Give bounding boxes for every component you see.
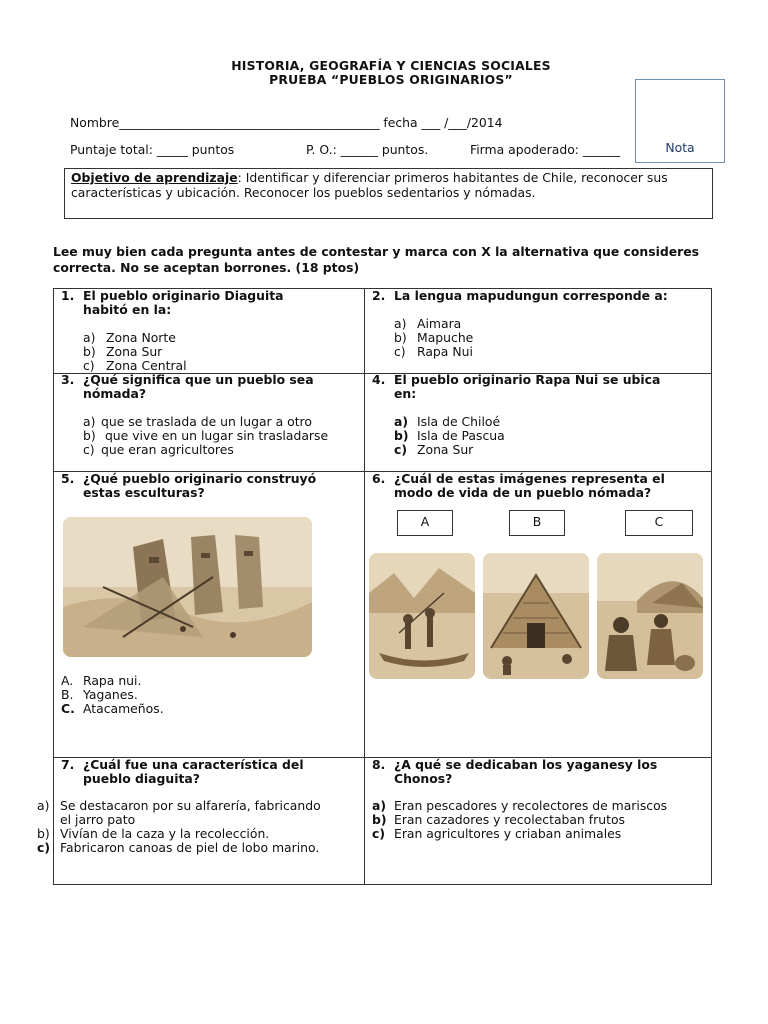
option-4c[interactable] (394, 443, 473, 457)
question-number: 6. (372, 471, 386, 486)
test-title: PRUEBA “PUEBLOS ORIGINARIOS” (269, 72, 513, 87)
question-number: 7. (61, 757, 75, 772)
question-text: La lengua mapudungun corresponde a: (394, 288, 668, 303)
option-text: Atacameños. (83, 701, 164, 716)
nomad-canoe-image[interactable] (369, 553, 475, 679)
option-text: Eran agricultores y criaban animales (394, 826, 622, 841)
option-5c[interactable] (61, 702, 164, 716)
option-3c[interactable] (83, 443, 234, 457)
option-letter: c) (37, 840, 51, 855)
option-8b[interactable] (372, 813, 625, 827)
option-text: Zona Sur (417, 442, 474, 457)
question-text: nómada? (83, 386, 147, 401)
question-number: 8. (372, 757, 386, 772)
question-text: pueblo diaguita? (83, 771, 200, 786)
answer-box-a[interactable]: A (397, 510, 453, 536)
option-text: Yaganes. (83, 687, 138, 702)
option-7b[interactable] (37, 827, 269, 841)
option-text: Rapa Nui (417, 344, 473, 359)
name-date-field[interactable]: Nombre__________________________________________ fecha ___ /___/2014 (70, 115, 503, 130)
question-text: ¿Cuál de estas imágenes representa el (394, 471, 665, 486)
question-text: ¿Cuál fue una característica del (83, 757, 304, 772)
grade-box[interactable] (635, 79, 725, 163)
option-letter: c) (394, 442, 408, 457)
option-2b[interactable] (394, 331, 473, 345)
option-8c[interactable] (372, 827, 621, 841)
question-number: 3. (61, 372, 75, 387)
question-text: El pueblo originario Rapa Nui se ubica (394, 372, 661, 387)
option-text: Aimara (417, 316, 462, 331)
option-text: Isla de Chiloé (417, 414, 501, 429)
option-letter: b) (83, 344, 96, 359)
option-letter: c) (83, 442, 95, 457)
objective-label: Objetivo de aprendizaje (71, 170, 238, 185)
option-text: que se traslada de un lugar a otro (101, 414, 312, 429)
option-text: Se destacaron por su alfarería, fabricando (60, 798, 321, 813)
instructions: Lee muy bien cada pregunta antes de contestar y marca con X la alternativa que consideres correcta. No se aceptan borrones. (18 ptos) (53, 244, 700, 275)
question-text: modo de vida de un pueblo nómada? (394, 485, 652, 500)
option-1a[interactable] (83, 331, 176, 345)
question-number: 5. (61, 471, 75, 486)
option-text: Zona Central (106, 358, 187, 373)
option-letter: a) (83, 330, 96, 345)
option-text: Fabricaron canoas de piel de lobo marino. (60, 840, 320, 855)
total-score-field[interactable]: Puntaje total: _____ puntos (70, 142, 235, 157)
obtained-score-field[interactable]: P. O.: ______ puntos. (306, 142, 429, 157)
learning-objective (64, 168, 713, 219)
hut-village-image[interactable] (483, 553, 589, 679)
option-text: Vivían de la caza y la recolección. (60, 826, 270, 841)
option-4b[interactable] (394, 429, 505, 443)
option-letter: A. (61, 673, 74, 688)
question-text: habitó en la: (83, 302, 172, 317)
option-letter: C. (61, 701, 75, 716)
question-number: 1. (61, 288, 75, 303)
option-text: Rapa nui. (83, 673, 142, 688)
option-letter: a) (83, 414, 96, 429)
option-letter: b) (394, 330, 407, 345)
option-text: Mapuche (417, 330, 474, 345)
option-letter: a) (394, 316, 407, 331)
option-2a[interactable] (394, 317, 461, 331)
question-number: 4. (372, 372, 386, 387)
option-text: Eran cazadores y recolectaban frutos (394, 812, 625, 827)
option-7c[interactable] (37, 841, 319, 855)
answer-box-c[interactable]: C (625, 510, 693, 536)
question-text: Chonos? (394, 771, 453, 786)
option-letter: B. (61, 687, 74, 702)
option-5b[interactable] (61, 688, 138, 702)
option-5a[interactable] (61, 674, 141, 688)
answer-box-b[interactable]: B (509, 510, 565, 536)
option-letter: a) (394, 414, 409, 429)
option-letter: c) (372, 826, 386, 841)
farming-family-image[interactable] (597, 553, 703, 679)
option-letter: c) (83, 358, 95, 373)
moai-statues-image (63, 517, 312, 657)
option-1c[interactable] (83, 359, 187, 373)
option-letter: b) (83, 428, 96, 443)
grade-label: Nota (665, 140, 695, 155)
option-7a[interactable] (37, 799, 321, 813)
question-text: estas esculturas? (83, 485, 205, 500)
option-text: Zona Sur (106, 344, 163, 359)
question-text: ¿Qué significa que un pueblo sea (83, 372, 314, 387)
question-text: ¿A qué se dedicaban los yaganesy los (394, 757, 658, 772)
option-text: Isla de Pascua (417, 428, 505, 443)
option-letter: b) (372, 812, 387, 827)
question-text: en: (394, 386, 417, 401)
table-divider (364, 288, 365, 885)
test-subject-title: HISTORIA, GEOGRAFÍA Y CIENCIAS SOCIALES (231, 58, 551, 73)
option-letter: b) (37, 826, 50, 841)
option-4a[interactable] (394, 415, 500, 429)
question-text: ¿Qué pueblo originario construyó (83, 471, 317, 486)
question-number: 2. (372, 288, 386, 303)
option-text: Zona Norte (106, 330, 176, 345)
option-1b[interactable] (83, 345, 162, 359)
option-letter: a) (372, 798, 387, 813)
option-text: Eran pescadores y recolectores de mariscos (394, 798, 668, 813)
option-7a-continued: el jarro pato (60, 812, 136, 827)
option-3b[interactable] (83, 429, 328, 443)
option-3a[interactable] (83, 415, 312, 429)
objective-text: : Identificar y diferenciar primeros habitantes de Chile, reconocer sus características y ubicación. Reconocer los pueblos sedentarios y nómadas. (71, 170, 668, 200)
question-text: El pueblo originario Diaguita (83, 288, 284, 303)
option-text: que vive en un lugar sin trasladarse (101, 428, 329, 443)
option-2c[interactable] (394, 345, 473, 359)
option-text: que eran agricultores (101, 442, 234, 457)
guardian-signature-field[interactable]: Firma apoderado: ______ (470, 142, 621, 157)
option-letter: b) (394, 428, 409, 443)
option-8a[interactable] (372, 799, 667, 813)
option-letter: a) (37, 798, 50, 813)
option-letter: c) (394, 344, 406, 359)
